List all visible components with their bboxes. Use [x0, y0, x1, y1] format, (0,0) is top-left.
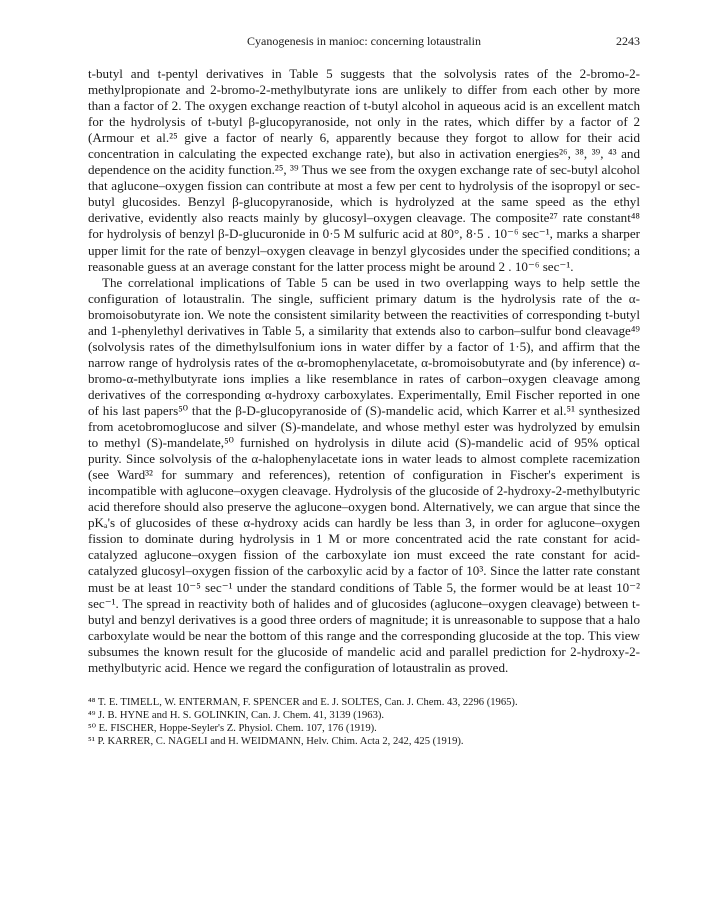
footnote-references — [88, 696, 640, 749]
paragraph-1: t-butyl and t-pentyl derivatives in Table 5 suggests that the solvolysis rates of the 2-bromo-2-methylpropionate and 2-bromo-2-methylbutyrate ions are unlikely to differ from each other by more than a factor of 2. The oxygen exchange reaction of t-butyl alcohol in aqueous acid is an excellent match for the hydrolysis of t-butyl β-glucopyranoside, not only in the rates, which differ by a factor of 2 (Armour et al.²⁵ give a factor of nearly 6, apparently because they forgot to allow for their acid concentration in calculating the expected exchange rate), but also in activation energies²⁶, ³⁸, ³⁹, ⁴³ and dependence on the acidity function.²⁵, ³⁹ Thus we see from the oxygen exchange rate of sec-butyl alcohol that aglucone–oxygen fission can contribute at most a few per cent to hydrolysis of the isopropyl or sec-butyl glucosides. Benzyl β-glucopyranoside, which is hydrolyzed at the same speed as the ethyl derivative, evidently also reacts mainly by glucosyl–oxygen cleavage. The composite²⁷ rate constant⁴⁸ for hydrolysis of benzyl β-D-glucuronide in 0·5 M sulfuric acid at 80°, 8·5 . 10⁻⁶ sec⁻¹, marks a sharper upper limit for the rate of benzyl–oxygen cleavage in benzyl glycosides under the specified conditions; a reasonable guess at an average constant for the latter process might be around 2 . 10⁻⁶ sec⁻¹. — [88, 66, 640, 274]
body-text — [88, 66, 640, 676]
paragraph-2: The correlational implications of Table 5 can be used in two overlapping ways to help settle the configuration of lotaustralin. The single, sufficient primary datum is the hydrolysis rate of the α-bromoisobutyrate ion. We note the consistent similarity between the reactivities of corresponding t-butyl and 1-phenylethyl derivatives in Table 5, a similarity that extends also to carbon–sulfur bond cleavage⁴⁹ (solvolysis rates of the dimethylsulfonium ions in water differ by a factor of 1·5), and affirm that the narrow range of hydrolysis rates of the α-bromophenylacetate, α-bromoisobutyrate and (by inference) α-bromo-α-methylbutyrate ions implies a like resemblance in rates of carbon–oxygen cleavage among derivatives of the corresponding α-hydroxy carboxylates. Experimentally, Emil Fischer reported in one of his last papers⁵⁰ that the β-D-glucopyranoside of (S)-mandelic acid, which Karrer et al.⁵¹ synthesized from acetobromoglucose and silver (S)-mandelate, and whose methyl ester was hydrolyzed by emulsin to methyl (S)-mandelate,⁵⁰ furnished on hydrolysis in dilute acid (S)-mandelic acid of 95% optical purity. Since solvolysis of the α-halophenylacetate ions in water leads to almost complete racemization (see Ward³² for summary and references), retention of configuration in Fischer's experiment is incompatible with aglucone–oxygen cleavage. Hydrolysis of the glucoside of 2-hydroxy-2-methylbutyric acid therefore should also preserve the aglucone–oxygen bond. Alternatively, we can argue that since the pKₐ's of glucosides of these α-hydroxy acids can hardly be less than 3, in order for aglucone–oxygen fission to dominate during hydrolysis in 1 M or more concentrated acid the rate constant for acid-catalyzed aglucone–oxygen fission of the carboxylate ion must exceed the rate constant for acid-catalyzed glucosyl–oxygen fission of the carboxylic acid by a factor of 10³. Since the latter rate constant must be at least 10⁻⁵ sec⁻¹ under the standard conditions of Table 5, the former would be at least 10⁻² sec⁻¹. The spread in reactivity both of halides and of glucosides (aglucone–oxygen cleavage) between t-butyl and benzyl derivatives is a good three orders of magnitude; it is unreasonable to suppose that a halo carboxylate would be near the bottom of this range and the corresponding glucoside at the top. This view subsumes the known result for the glucoside of mandelic acid and parallel prediction for 2-hydroxy-2-methylbutyric acid. Hence we regard the configuration of lotaustralin as proved. — [88, 274, 640, 675]
page-number: 2243 — [616, 34, 640, 48]
running-header — [88, 26, 640, 48]
reference-50: ⁵⁰ E. FISCHER, Hoppe-Seyler's Z. Physiol. Chem. 107, 176 (1919). — [88, 723, 377, 735]
reference-48: ⁴⁸ T. E. TIMELL, W. ENTERMAN, F. SPENCER and E. J. SOLTES, Can. J. Chem. 43, 2296 (1965). — [88, 696, 518, 708]
running-title: Cyanogenesis in manioc: concerning lotaustralin — [247, 34, 481, 48]
reference-49: ⁴⁹ J. B. HYNE and H. S. GOLINKIN, Can. J. Chem. 41, 3139 (1963). — [88, 709, 385, 721]
page — [88, 26, 640, 749]
reference-51: ⁵¹ P. KARRER, C. NAGELI and H. WEIDMANN, Helv. Chim. Acta 2, 242, 425 (1919). — [88, 736, 464, 748]
